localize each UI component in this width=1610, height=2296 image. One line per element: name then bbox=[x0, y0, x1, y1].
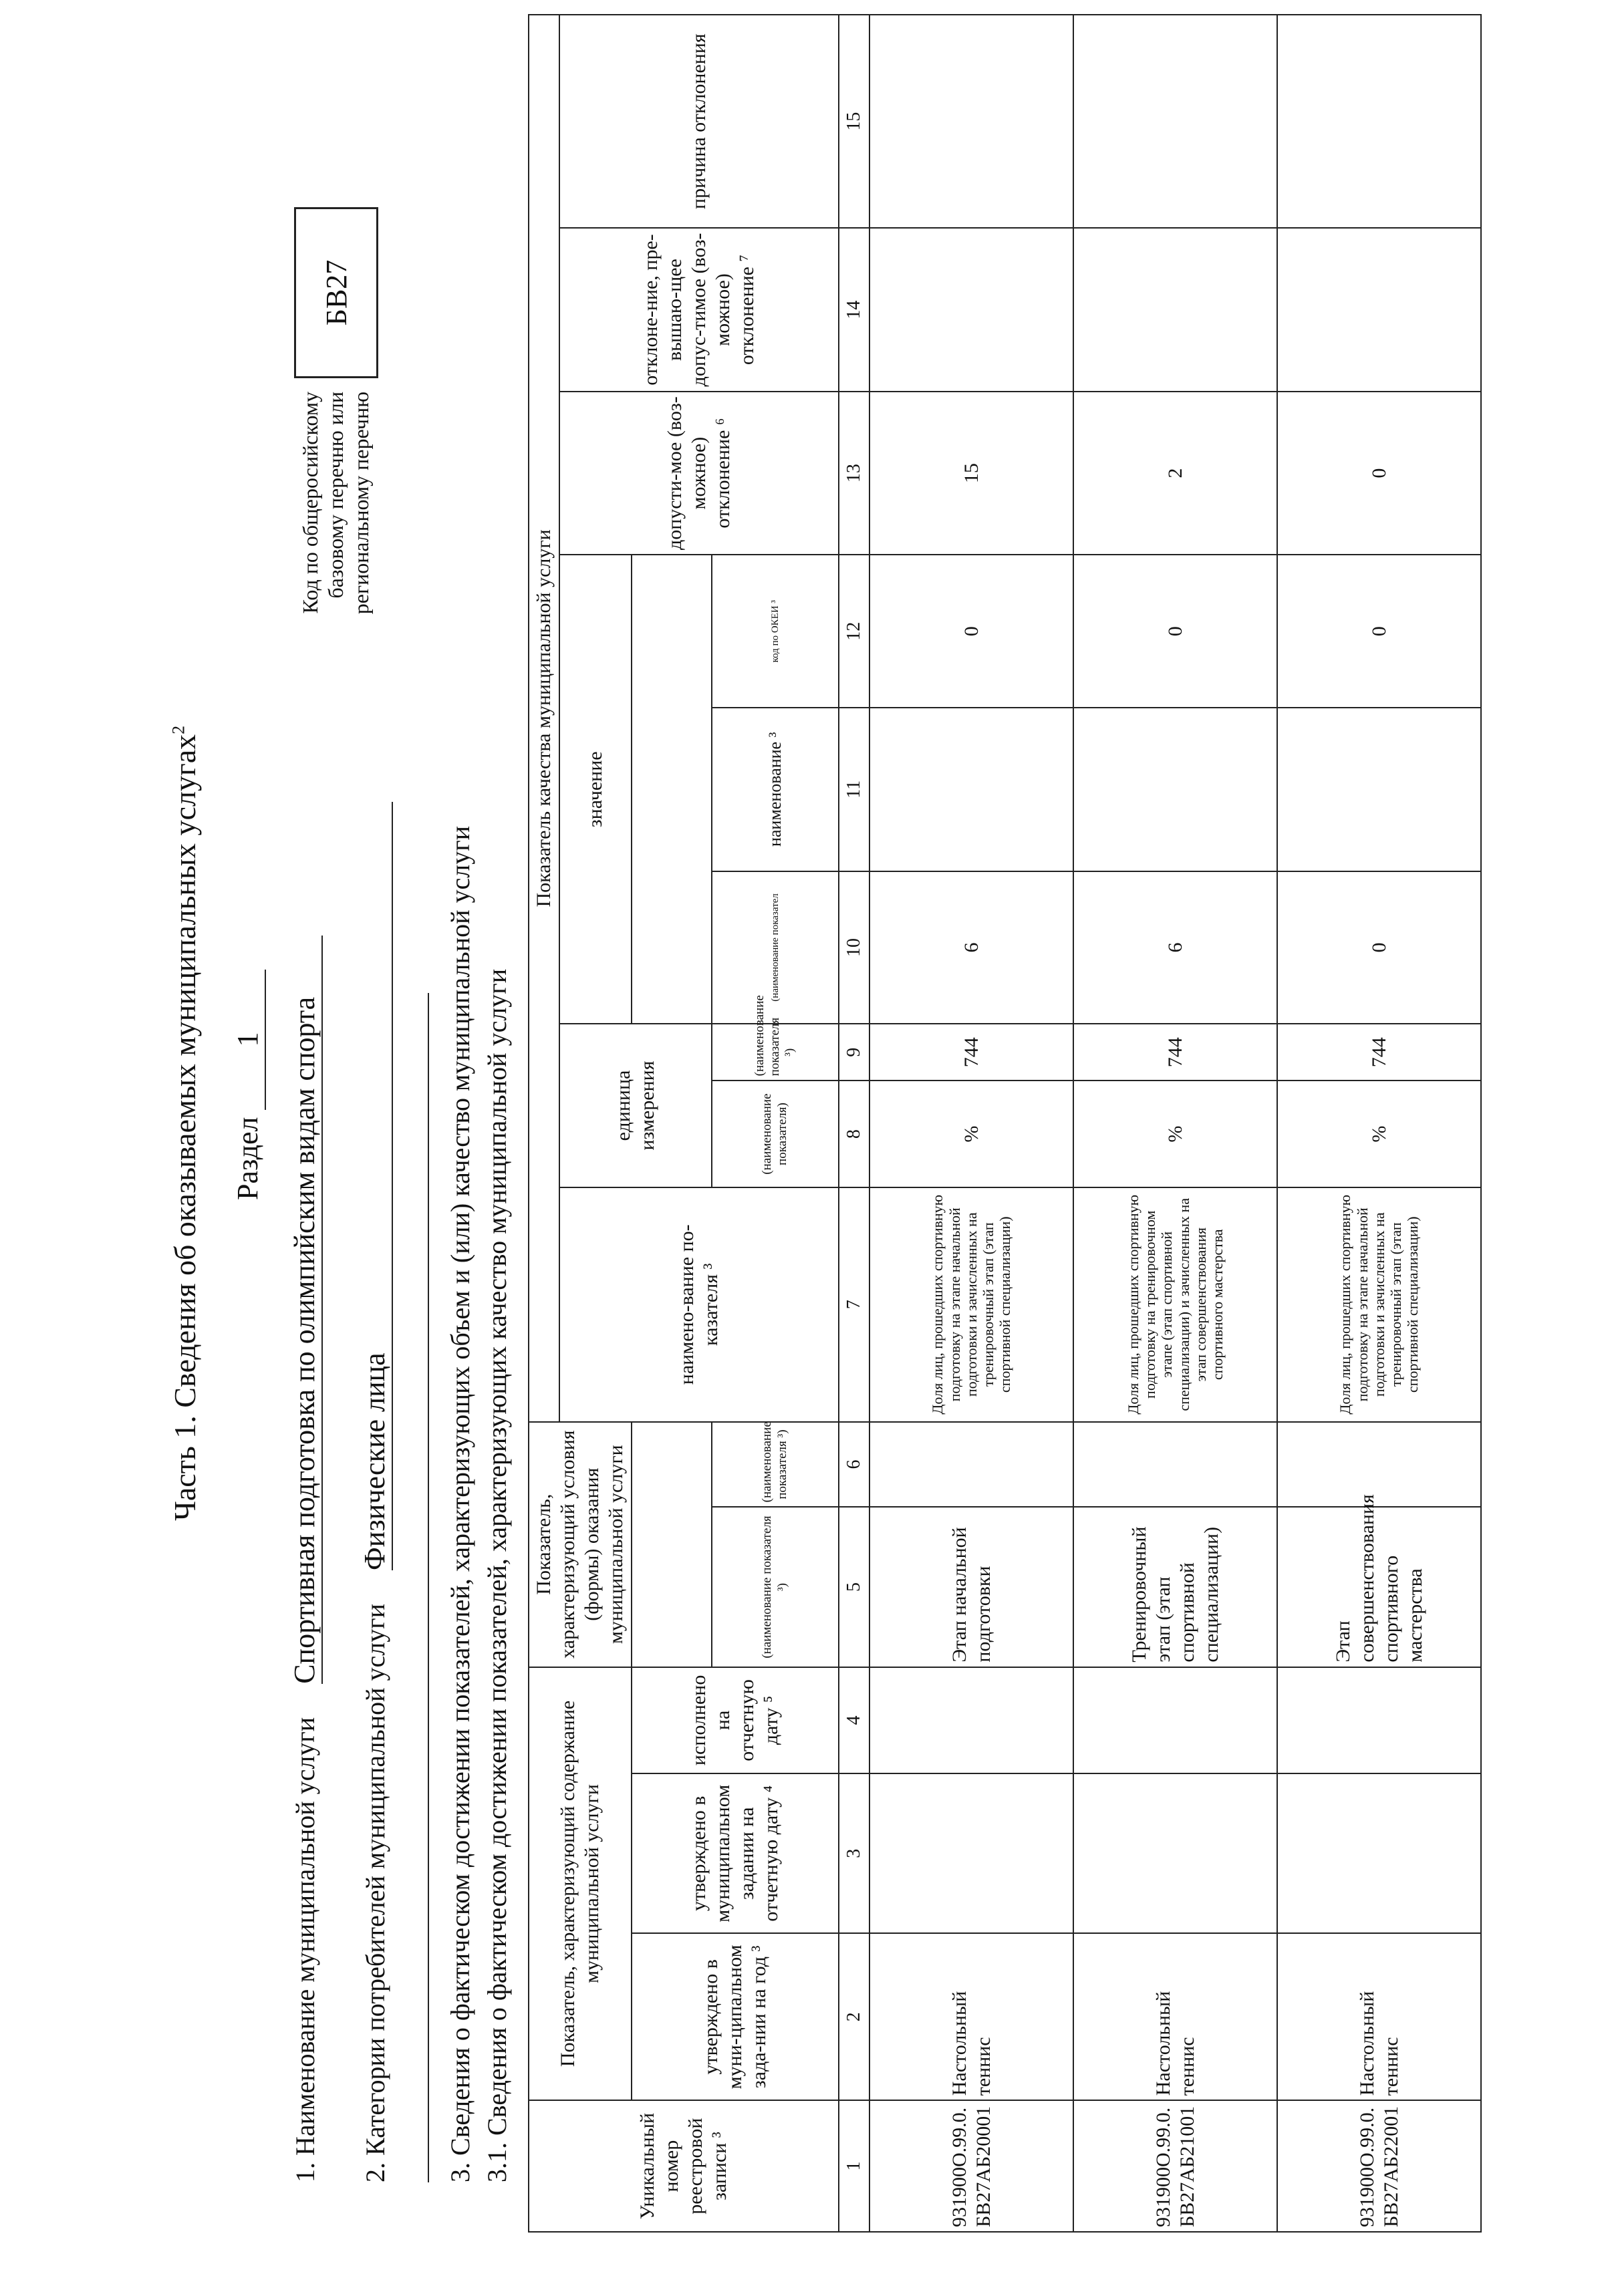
stage-name: Тренировочный этап (этап спортивной специализации) bbox=[1073, 1507, 1277, 1667]
stage-name: Этап совершенствования спортивного мастерства bbox=[1277, 1507, 1481, 1667]
table-row bbox=[1073, 15, 1277, 2232]
content-c4 bbox=[869, 1667, 1073, 1774]
approved-year: 0 bbox=[1277, 871, 1481, 1024]
excess-deviation bbox=[869, 228, 1073, 392]
col-number: 13 bbox=[839, 392, 869, 555]
header-allowed-deviation: допусти-мое (воз-можное) отклонение ⁶ bbox=[559, 392, 839, 555]
approved-year: 6 bbox=[869, 871, 1073, 1024]
section-line: Раздел 1 bbox=[231, 970, 266, 1200]
registry-number: 931900О.99.0.БВ27АБ21001 bbox=[1073, 2100, 1277, 2232]
header-content-indicator: Показатель, характеризующий содержание муниципальной услуги bbox=[529, 1667, 632, 2101]
header-sub-c4: (наименование показателя) bbox=[712, 1081, 839, 1187]
okei-code: 744 bbox=[1277, 1024, 1481, 1081]
header-unit-name: наименование ³ bbox=[712, 708, 839, 871]
okei-code: 744 bbox=[1073, 1024, 1277, 1081]
deviation-reason bbox=[1277, 15, 1481, 228]
header-excess-deviation: отклоне-ние, пре-вышаю-щее допус-тимое (воз-можное) отклонение ⁷ bbox=[559, 228, 839, 392]
code-label: Код по общеросийскому базовому перечню или региональному перечню bbox=[298, 392, 373, 615]
header-indicator-name: наимено-вание по-казателя ³ bbox=[559, 1187, 839, 1422]
item1-line: 1. Наименование муниципальной услуги Спортивная подготовка по олимпийским видам спорта bbox=[287, 936, 323, 2182]
okei-code: 744 bbox=[869, 1024, 1073, 1081]
header-quality-indicator: Показатель качества муниципальной услуги bbox=[529, 15, 559, 1422]
done-value: 0 bbox=[1277, 555, 1481, 708]
indicator-name: Доля лиц, прошедших спортивную подготовку на этапе начальной подготовки и зачисленных на тренировочный этап (этап спортивной специализации) bbox=[1277, 1187, 1481, 1422]
allowed-deviation: 2 bbox=[1073, 392, 1277, 555]
col-number: 7 bbox=[839, 1187, 869, 1422]
allowed-deviation: 0 bbox=[1277, 392, 1481, 555]
item2-line: 2. Категории потребителей муниципальной услуги Физические лица bbox=[358, 802, 393, 2182]
col-number: 8 bbox=[839, 1081, 869, 1187]
col-number: 15 bbox=[839, 15, 869, 228]
table-row bbox=[1277, 15, 1481, 2232]
service-name: Спортивная подготовка по олимпийским видам спорта bbox=[287, 936, 323, 1684]
done-value: 0 bbox=[1073, 555, 1277, 708]
column-number-row bbox=[839, 15, 869, 2232]
header-sub-c2: (наименование показателя ³) bbox=[712, 1507, 839, 1667]
col-number: 12 bbox=[839, 555, 869, 708]
consumer-category: Физические лица bbox=[358, 802, 393, 1570]
approved-date bbox=[869, 708, 1073, 871]
sport-name: Настольный теннис bbox=[1073, 1933, 1277, 2100]
sport-name: Настольный теннис bbox=[1277, 1933, 1481, 2100]
unit-name: % bbox=[869, 1081, 1073, 1187]
approved-date bbox=[1073, 708, 1277, 871]
col-number: 9 bbox=[839, 1024, 869, 1081]
item3-heading: 3. Сведения о фактическом достижении показателей, характеризующих объем и (или) качество муниципальной услуги bbox=[445, 825, 475, 2182]
approved-year: 6 bbox=[1073, 871, 1277, 1024]
registry-number: 931900О.99.0.БВ27АБ20001 bbox=[869, 2100, 1073, 2232]
unit-name: % bbox=[1277, 1081, 1481, 1187]
stage-name: Этап начальной подготовки bbox=[869, 1507, 1073, 1667]
col-number: 1 bbox=[839, 2100, 869, 2232]
part-title: Часть 1. Сведения об оказываемых муниципальных услугах$^2$ bbox=[168, 725, 202, 1521]
header-sub-c5: (наименование показателя ³) bbox=[712, 1024, 839, 1081]
deviation-reason bbox=[1073, 15, 1277, 228]
quality-indicators-table bbox=[528, 14, 1482, 2233]
approved-date bbox=[1277, 708, 1481, 871]
header-unique-number: Уникальный номер реестровой записи ³ bbox=[529, 2100, 839, 2232]
col-number: 5 bbox=[839, 1507, 869, 1667]
col-number: 3 bbox=[839, 1773, 869, 1933]
table-row bbox=[869, 15, 1073, 2232]
content-c4 bbox=[1277, 1667, 1481, 1774]
content-c3 bbox=[1277, 1773, 1481, 1933]
excess-deviation bbox=[1073, 228, 1277, 392]
allowed-deviation: 15 bbox=[869, 392, 1073, 555]
condition-c6 bbox=[1073, 1422, 1277, 1508]
condition-c6 bbox=[869, 1422, 1073, 1508]
content-c3 bbox=[1073, 1773, 1277, 1933]
col-number: 2 bbox=[839, 1933, 869, 2100]
col-number: 14 bbox=[839, 228, 869, 392]
registry-number: 931900О.99.0.БВ27АБ22001 bbox=[1277, 2100, 1481, 2232]
header-unit-code: код по ОКЕИ ³ bbox=[712, 555, 839, 708]
col-number: 6 bbox=[839, 1422, 869, 1508]
header-sub-c6: (наименование показател bbox=[712, 871, 839, 1024]
header-sub-c3: (наименование показателя ³) bbox=[712, 1422, 839, 1508]
col-number: 4 bbox=[839, 1667, 869, 1774]
header-value-year: утверждено в муни-ципальном зада-нии на год ³ bbox=[632, 1933, 839, 2100]
header-value: значение bbox=[559, 555, 632, 1024]
header-value-done: исполнено на отчетную дату ⁵ bbox=[632, 1667, 839, 1774]
indicator-name: Доля лиц, прошедших спортивную подготовку на этапе начальной подготовки и зачисленных на тренировочный этап (этап спортивной специализации) bbox=[869, 1187, 1073, 1422]
item31-heading: 3.1. Сведения о фактическом достижении показателей, характеризующих качество муниципальной услуги bbox=[482, 968, 512, 2182]
condition-c6 bbox=[1277, 1422, 1481, 1508]
code-box: БВ27 bbox=[294, 207, 378, 378]
indicator-name: Доля лиц, прошедших спортивную подготовку на тренировочном этапе (этап спортивной специализации) и зачисленных на этап совершенствования спортивного мастерства bbox=[1073, 1187, 1277, 1422]
header-unit: единица измерения bbox=[559, 1024, 712, 1187]
header-conditions-indicator: Показатель, характеризующий условия (формы) оказания муниципальной услуги bbox=[529, 1422, 632, 1667]
header-value-date: утверждено в муниципальном задании на отчетную дату ⁴ bbox=[632, 1773, 839, 1933]
col-number: 10 bbox=[839, 871, 869, 1024]
unit-name: % bbox=[1073, 1081, 1277, 1187]
col-number: 11 bbox=[839, 708, 869, 871]
section-number: 1 bbox=[231, 970, 266, 1110]
blank-underline bbox=[428, 993, 429, 2182]
sport-name: Настольный теннис bbox=[869, 1933, 1073, 2100]
header-deviation-reason: причина отклонения bbox=[559, 15, 839, 228]
done-value: 0 bbox=[869, 555, 1073, 708]
excess-deviation bbox=[1277, 228, 1481, 392]
deviation-reason bbox=[869, 15, 1073, 228]
content-c3 bbox=[869, 1773, 1073, 1933]
content-c4 bbox=[1073, 1667, 1277, 1774]
